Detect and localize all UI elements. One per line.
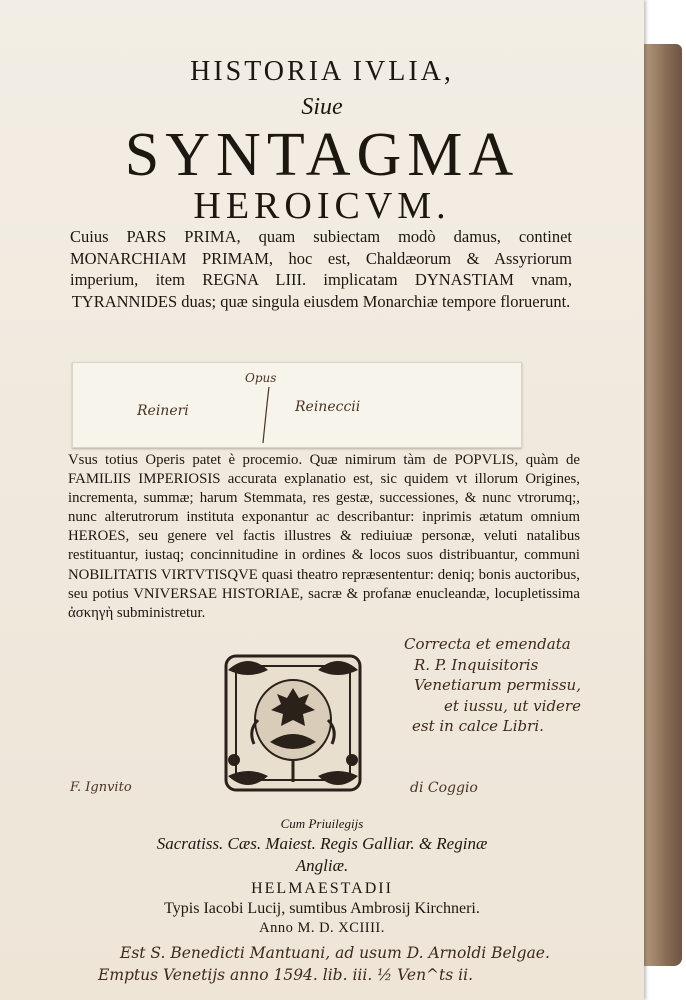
annotation-line: R. P. Inquisitoris bbox=[414, 655, 539, 674]
pasted-paper-slip bbox=[72, 362, 522, 448]
slip-left-word: Reineri bbox=[137, 403, 189, 419]
slip-pen-stroke bbox=[73, 363, 521, 447]
imprint-printer: Typis Iacobi Lucij, sumtibus Ambrosij Kirchneri. bbox=[164, 900, 480, 917]
imprint-privilege-holders: Sacratiss. Cæs. Maiest. Regis Galliar. & Reginæ bbox=[156, 834, 488, 853]
printers-device-emblem bbox=[220, 650, 366, 796]
imprint-privilege: Cum Priuilegijs bbox=[280, 816, 364, 831]
annotation-line: Correcta et emendata bbox=[404, 635, 571, 653]
slip-note-above: Opus bbox=[245, 371, 277, 385]
signature-right: di Coggio bbox=[410, 780, 478, 796]
description-paragraph: Cuius PARS PRIMA, quam subiectam modò damus, continet MONARCHIAM PRIMAM, hoc est, Chaldæorum & Assyriorum imperium, item REGNA LIII. implicatam DYNASTIAM vnam, TYRANNIDES duas; quæ singula eiusdem Monarchiæ tempore floruerunt. bbox=[70, 227, 572, 311]
annotation-line: et iussu, ut videre bbox=[444, 696, 581, 715]
signature-left: F. Ignvito bbox=[70, 780, 132, 795]
imprint-year: Anno M. D. XCIIII. bbox=[259, 920, 385, 936]
title-line-1: HISTORIA IVLIA, bbox=[190, 56, 454, 87]
manuscript-note-censorship bbox=[404, 634, 644, 737]
imprint-place: HELMAESTADII bbox=[251, 880, 393, 897]
annotation-line: est in calce Libri. bbox=[412, 717, 544, 735]
slip-right-word: Reineccii bbox=[295, 399, 361, 415]
usage-paragraph: Vsus totius Operis patet è procemio. Quæ nimirum tàm de POPVLIS, quàm de FAMILIIS IMPERIOSIS accurata explanatio est, sic quidem vt illorum Origines, incrementa, summæ; harum Stemmata, res gestæ, successiones, & nunc vtrorumq;, nunc alterutrorum instituta exponantur ac describantur: inprimis ætatum omnium HEROES, seu genere vel factis illustres & rediuiuæ personæ, veluti natalibus restituantur, iustaq; concinnitudine in ordines & locos suos distribuantur, communi NOBILITATIS VIRTVTISQVE quasi theatro repræsententur: deniq; bonis auctoribus, seu potius VNIVERSAE HISTORIAE, sacræ & profanæ enucleandæ, locupletissima ἀσκηγὴ subministretur. bbox=[68, 452, 580, 621]
ownership-line: Emptus Venetijs anno 1594. lib. iii. ½ Ven^ts ii. bbox=[98, 966, 473, 984]
title-line-2: Siue bbox=[301, 94, 343, 120]
title-line-4: HEROICVM. bbox=[193, 185, 451, 227]
ownership-line: Est S. Benedicti Mantuani, ad usum D. Arnoldi Belgae. bbox=[120, 944, 550, 962]
title-line-3: SYNTAGMA bbox=[124, 121, 520, 189]
imprint-privilege-holders-cont: Angliæ. bbox=[295, 856, 349, 875]
annotation-line: Venetiarum permissu, bbox=[414, 676, 581, 694]
manuscript-ownership-note bbox=[98, 942, 640, 986]
